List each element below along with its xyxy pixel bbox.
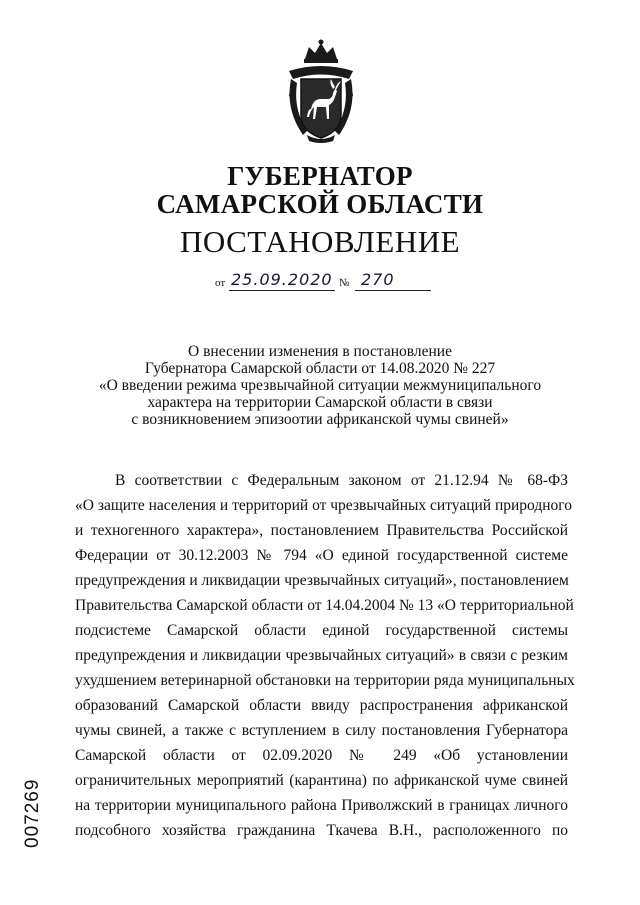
document-subject bbox=[60, 343, 580, 428]
body-line: «О защите населения и территорий от чрезвычайных ситуаций природного bbox=[75, 497, 573, 514]
body-line: В соответствии с Федеральным законом от 21.12.94 № 68-ФЗ bbox=[115, 472, 568, 489]
body-line: и техногенного характера», постановлением Правительства Российской bbox=[75, 522, 568, 539]
issuer-title-line1: ГУБЕРНАТОР bbox=[227, 161, 413, 191]
body-line: Федерации от 30.12.2003 № 794 «О единой государственной системе bbox=[75, 547, 568, 564]
date-underline bbox=[229, 290, 335, 291]
number-prefix: № bbox=[339, 277, 350, 289]
body-line: подсистеме Самарской области единой государственной системы bbox=[75, 622, 568, 639]
body-line: Правительства Самарской области от 14.04.2004 № 13 «О территориальной bbox=[75, 597, 574, 614]
body-line: предупреждения и ликвидации чрезвычайных ситуаций», постановлением bbox=[75, 572, 569, 589]
subject-line: О внесении изменения в постановление bbox=[188, 343, 452, 360]
body-line: чумы свиней, а также с вступлением в силу постановления Губернатора bbox=[75, 722, 568, 739]
subject-line: с возникновением эпизоотии африканской чумы свиней» bbox=[131, 411, 509, 428]
body-line: подсобного хозяйства гражданина Ткачева В.Н., расположенного по bbox=[75, 822, 568, 839]
body-line: образований Самарской области ввиду распространения африканской bbox=[75, 697, 568, 714]
issuer-title-line2: САМАРСКОЙ ОБЛАСТИ bbox=[156, 189, 484, 219]
date-prefix: от bbox=[215, 277, 226, 289]
date-number-line bbox=[215, 272, 445, 294]
handwritten-number: 270 bbox=[361, 270, 395, 289]
body-line: ограничительных мероприятий (карантина) по африканской чуме свиней bbox=[75, 772, 568, 789]
coat-of-arms-icon bbox=[283, 39, 359, 144]
body-line: на территории муниципального района Приволжский в границах личного bbox=[75, 797, 568, 814]
body-line: ухудшением ветеринарной обстановки на территории ряда муниципальных bbox=[75, 672, 575, 689]
body-line: предупреждения и ликвидации чрезвычайных ситуаций» в связи с резким bbox=[75, 647, 568, 664]
document-body bbox=[75, 468, 575, 843]
body-line: Самарской области от 02.09.2020 № 249 «Об установлении bbox=[75, 747, 568, 764]
subject-line: «О введении режима чрезвычайной ситуации межмуниципального bbox=[98, 377, 542, 394]
handwritten-date: 25.09.2020 bbox=[231, 270, 333, 289]
number-underline bbox=[355, 290, 431, 291]
document-type: ПОСТАНОВЛЕНИЕ bbox=[179, 224, 461, 259]
subject-line: Губернатора Самарской области от 14.08.2020 № 227 bbox=[144, 360, 496, 377]
registration-number: 007269 bbox=[22, 778, 43, 848]
subject-line: характера на территории Самарской области в связи bbox=[147, 394, 493, 411]
